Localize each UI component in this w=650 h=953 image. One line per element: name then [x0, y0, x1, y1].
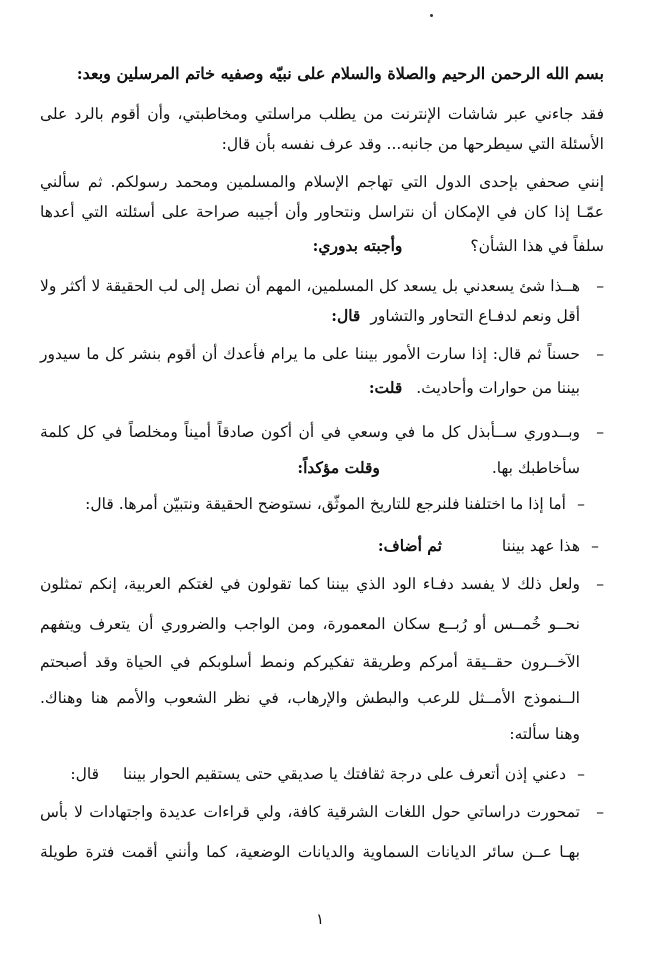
dialogue-line: –ولعل ذلك لا يفسد دفـاء الود الذي بيننا كما تقولون في لغتكم العربية، إنكم تمثلون: [40, 575, 604, 593]
dialogue-line: –دعني إذن أتعرف على درجة ثقافتك يا صديقي حتى يستقيم الحوار بينناقال:: [70, 765, 585, 783]
dialogue-line: –وبــدوري ســأبذل كل ما في وسعي في أن أكون صادقاً أميناً ومخلصاً في كل كلمة: [40, 423, 604, 441]
paragraph-line: إنني صحفي بإحدى الدول التي تهاجم الإسلام والمسلمين ومحمد رسولكم. ثم سألني: [40, 173, 604, 191]
dialogue-line: الآخــرون حقــيقة أمركم وطريقة تفكيركم ونمط أسلوبكم في الحياة وقد أصبحتم: [40, 653, 580, 671]
dialogue-line: –هــذا شئ يسعدني بل يسعد كل المسلمين، المهم أن نصل إلى لب الحقيقة لا أكثر ولا: [40, 277, 604, 295]
paragraph-line: سلفاً في هذا الشأن؟وأجبته بدوري:: [312, 236, 604, 255]
dialogue-line: –حسناً ثم قال: إذا سارت الأمور بيننا على ما يرام فأعدك أن أقوم بنشر كل ما سيدور: [40, 345, 604, 363]
dialogue-line: أقل ونعم لدفـاع التحاور والتشاورقال:: [331, 306, 580, 325]
speaker-label: قلت:: [368, 378, 403, 397]
dialogue-line: الــنموذج الأمــثل للرعب والبطش والإرهاب، في نظر الشعوب والأمم هنا وهناك.: [40, 689, 580, 707]
speaker-label: وقلت مؤكداً:: [297, 458, 380, 477]
dialogue-line: سأخاطبك بها.وقلت مؤكداً:: [297, 458, 580, 477]
dialogue-line: –هذا عهد بينناثم أضاف:: [377, 536, 599, 555]
dialogue-line: نحــو خُمــس أو رُبــع سكان المعمورة، ومن الواجب والضروري أن يتعرف ويتفهم: [40, 615, 580, 633]
paragraph-line: عمّـا إذا كان في الإمكان أن نتراسل ونتحاور وأن أجيبه صراحة على أسئلته التي أعدها: [40, 203, 604, 221]
speaker-label: وأجبته بدوري:: [312, 236, 403, 255]
dialogue-line: –أما إذا ما اختلفنا فلنرجع للتاريخ الموثّق، نستوضح الحقيقة ونتبيّن أمرها. قال:: [85, 495, 585, 513]
page-number: ١: [316, 910, 325, 928]
dialogue-line: وهنا سألته:: [509, 725, 580, 743]
paragraph-line: الأسئلة التي سيطرحها من جانبه... وقد عرف نفسه بأن قال:: [221, 135, 604, 153]
dialogue-line: بيننا من حوارات وأحاديث.قلت:: [368, 378, 580, 397]
opening-basmala: بسم الله الرحمن الرحيم والصلاة والسلام على نبيّه وصفيه خاتم المرسلين وبعد:: [76, 64, 604, 83]
paragraph-line: فقد جاءني عبر شاشات الإنترنت من يطلب مراسلتي ومخاطبتي، وأن أقوم بالرد على: [40, 105, 604, 123]
speaker-label: قال:: [331, 306, 361, 325]
scan-speck: [430, 14, 433, 17]
dialogue-line: بهـا عــن سائر الديانات السماوية والديانات الوضعية، كما وأنني أقمت فترة طويلة: [40, 843, 580, 861]
speaker-label: قال:: [70, 765, 99, 783]
speaker-label: ثم أضاف:: [377, 536, 442, 555]
dialogue-line: –تمحورت دراساتي حول اللغات الشرقية كافة، ولي قراءات عديدة واجتهادات لا بأس: [40, 803, 604, 821]
